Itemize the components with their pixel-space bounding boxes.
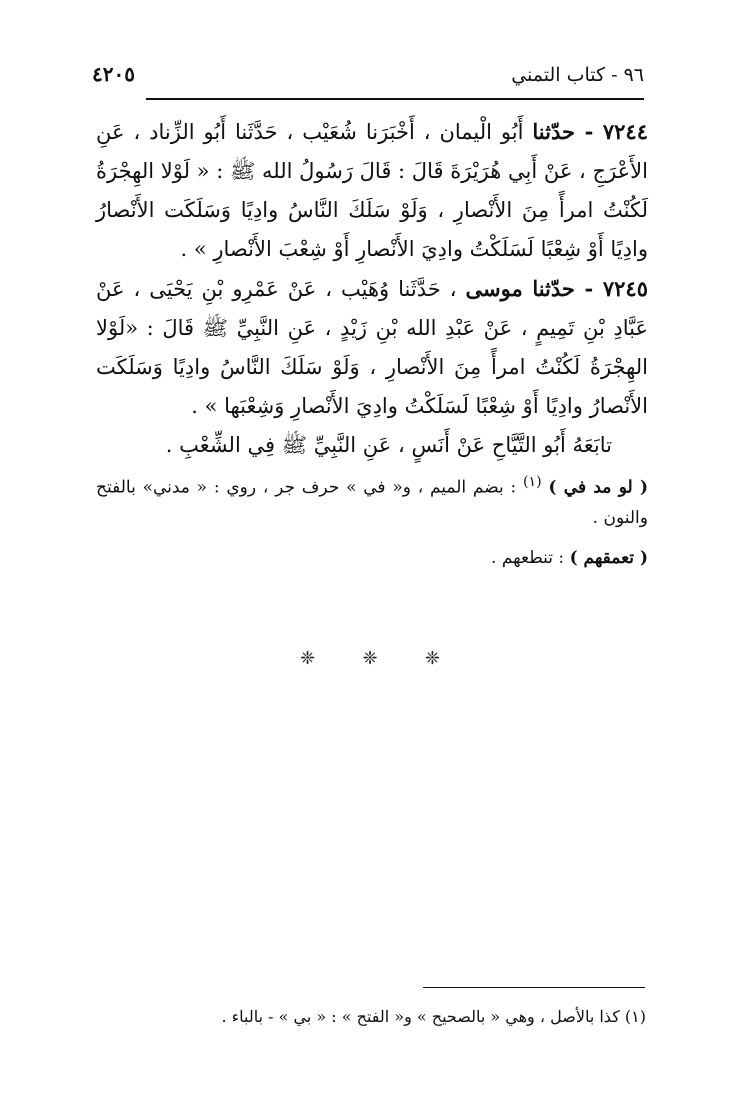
header-rule <box>146 98 644 100</box>
footnote-reference[interactable]: (١) <box>523 474 542 490</box>
footnote: (١) كذا بالأصل ، وهي « بالصحيح » و« الفتح » : « بي » - بالباء . <box>221 1007 646 1026</box>
gloss-term-1: ( لو مد في ) <box>548 477 648 498</box>
hadith-7244-number: ٧٢٤٤ - حدّثنا <box>532 119 648 144</box>
hadith-7244-text: أَبُو الْيمان ، أَخْبَرَنا شُعَيْب ، حَدَّثَنا أَبُو الزِّناد ، عَنِ الأَعْرَجِ ، عَنْ أَبِي هُرَيْرَةَ قَالَ : قَالَ رَسُولُ الله ﷺ : « لَوْلا الهِجْرَةُ لَكُنْتُ امرأً مِنَ الأَنْصارِ ، وَلَوْ سَلَكَ النَّاسُ وادِيًا وَسَلَكَت الأَنْصارُ وادِيًا أَوْ شِعْبًا لَسَلَكْتُ وادِيَ الأَنْصارِ أَوْ شِعْبَ الأَنْصارِ » . <box>96 120 648 261</box>
hadith-7245 <box>96 269 648 426</box>
chapter-title: ٩٦ - كتاب التمني <box>511 64 644 86</box>
main-text <box>96 112 648 573</box>
hadith-7244 <box>96 112 648 269</box>
gloss-text-2: : تنطعهم . <box>491 547 565 568</box>
gloss-text-1: : بضم الميم ، و« في » حرف جر ، روي : « مدني» بالفتح والنون . <box>96 477 648 528</box>
asterism-icon: ❈ <box>362 648 378 669</box>
gloss-term-2: ( تعمقهم ) <box>569 547 648 568</box>
footnote-rule <box>423 987 645 988</box>
hadith-7245-number: ٧٢٤٥ - حدّثنا موسى <box>465 276 648 301</box>
page-header <box>92 58 644 96</box>
gloss-note-1 <box>96 467 648 533</box>
section-separator <box>300 648 440 668</box>
asterism-icon: ❈ <box>300 648 316 669</box>
asterism-icon: ❈ <box>424 648 440 669</box>
page-number: ٤٢٠٥ <box>92 62 135 86</box>
hadith-7245-text: ، حَدَّثَنا وُهَيْب ، عَنْ عَمْرِو بْنِ يَحْيَى ، عَنْ عَبَّادِ بْنِ تَمِيمٍ ، عَنْ عَبْدِ الله بْنِ زَيْدٍ ، عَنِ النَّبِيِّ ﷺ قَالَ : «لَوْلا الهِجْرَةُ لَكُنْتُ امرأً مِنَ الأَنْصارِ ، وَلَوْ سَلَكَ النَّاسُ وادِيًا وَسَلَكَت الأَنْصارُ وادِيًا أَوْ شِعْبًا لَسَلَكْتُ وادِيَ الأَنْصارِ وَشِعْبَها » . <box>96 277 648 418</box>
gloss-note-2 <box>96 543 648 573</box>
followup-text: تابَعَهُ أَبُو التَّيَّاحِ عَنْ أَنَسٍ ، عَنِ النَّبِيِّ ﷺ فِي الشِّعْبِ . <box>165 433 612 457</box>
